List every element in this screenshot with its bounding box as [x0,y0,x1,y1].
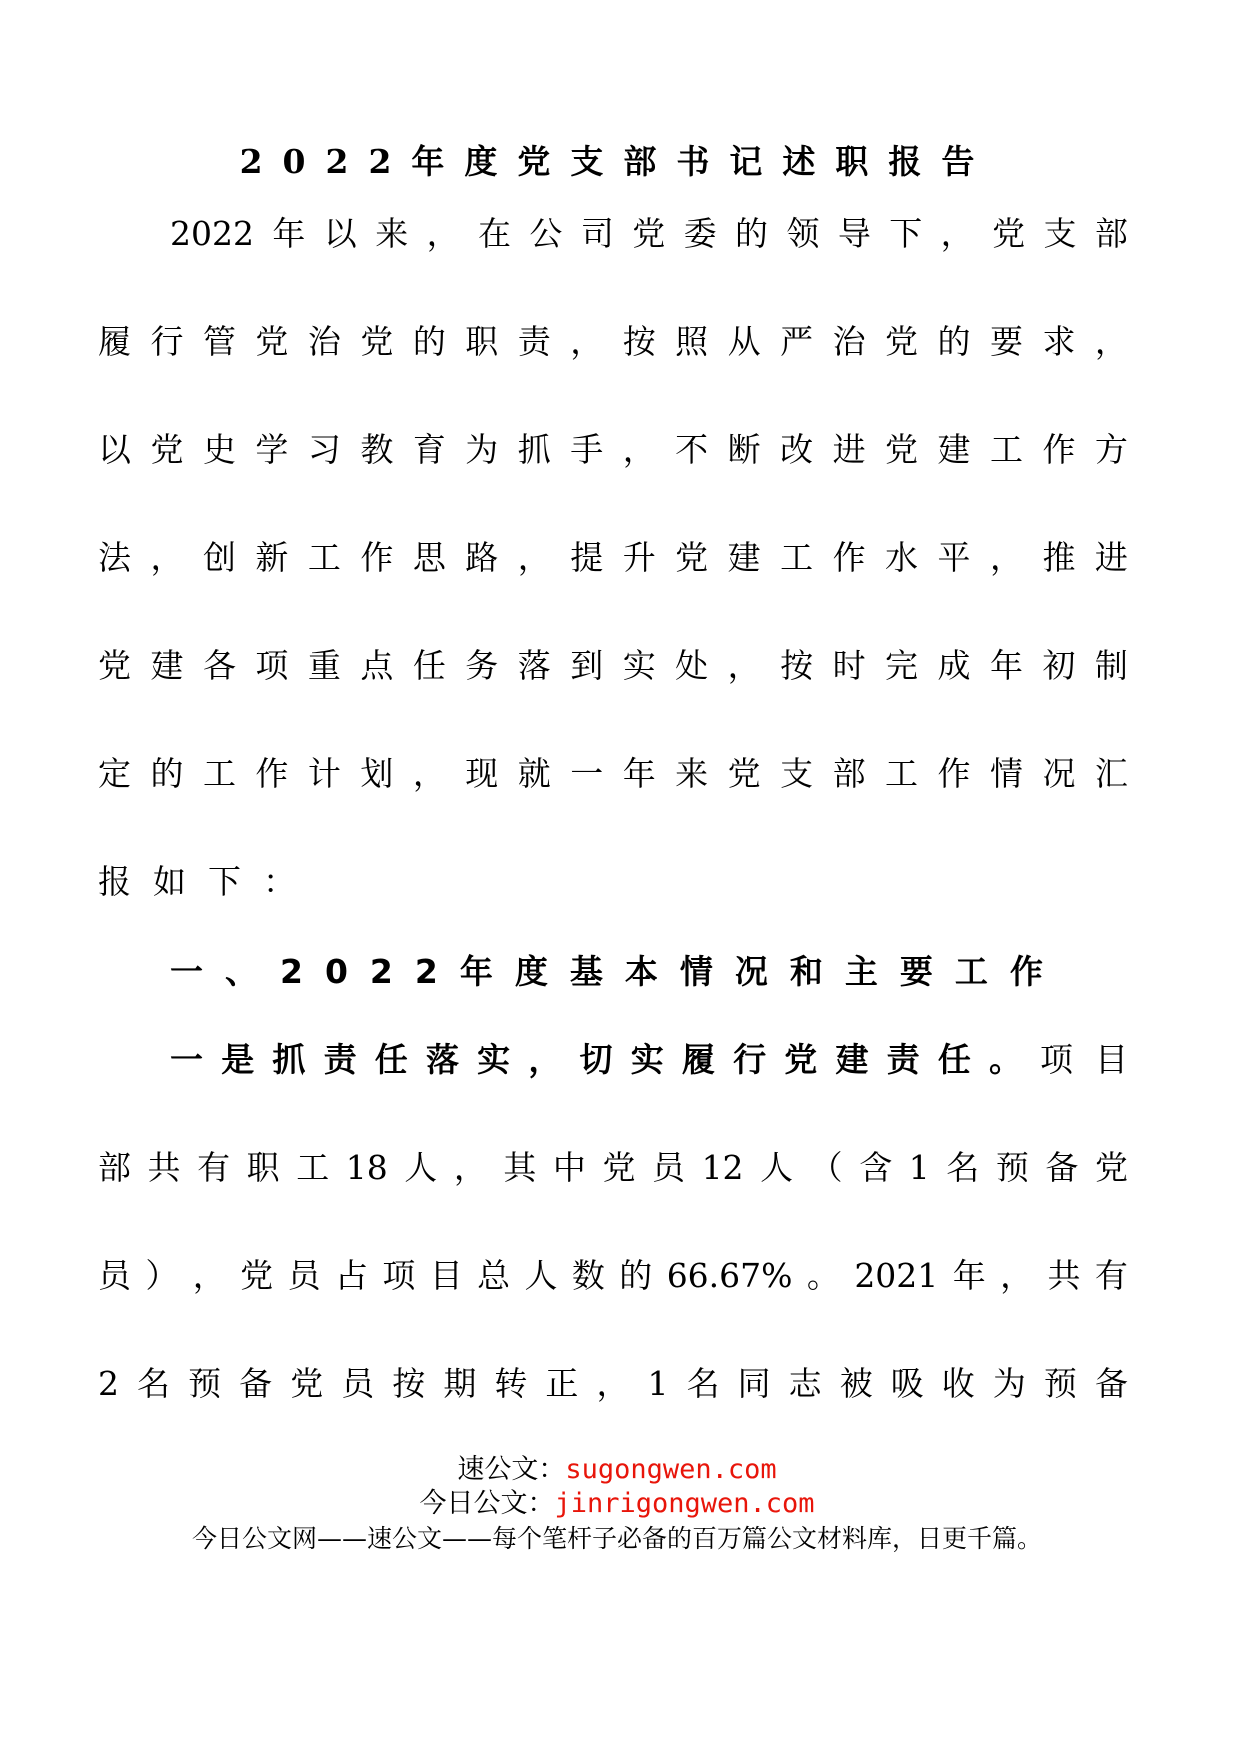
paragraph-line: 报 如 下 ： [98,862,296,901]
paragraph-line: 部 共 有 职 工 18 人 ， 其 中 党 员 12 人 （ 含 1 名 预 备 党 [98,1148,1128,1187]
point-one-normal: 项 目 [1040,1040,1128,1079]
point-one-bold: 一 是 抓 责 任 落 实 ， 切 实 履 行 党 建 责 任 。 [170,1040,1022,1079]
paragraph-line: 2 名 预 备 党 员 按 期 转 正 ， 1 名 同 志 被 吸 收 为 预 备 [98,1364,1128,1403]
footer-slogan: 今日公文网——速公文——每个笔杆子必备的百万篇公文材料库，日更千篇。 [191,1524,1042,1553]
footer-label-2: 今日公文： [419,1488,555,1519]
paragraph-line: 党 建 各 项 重 点 任 务 落 到 实 处 ， 按 时 完 成 年 初 制 [98,646,1128,685]
footer-link-sugongwen[interactable]: sugongwen.com [565,1454,777,1485]
footer-line-1 [0,1452,1234,1487]
document-title: 2022年度党支部书记述职报告 [239,142,995,181]
paragraph-line: 履 行 管 党 治 党 的 职 责 ， 按 照 从 严 治 党 的 要 求 ， [98,322,1128,361]
paragraph-line: 以 党 史 学 习 教 育 为 抓 手 ， 不 断 改 进 党 建 工 作 方 [98,430,1128,469]
paragraph-line: 员 ） ， 党 员 占 项 目 总 人 数 的 66.67% 。 2021 年 ， 共 有 [98,1256,1128,1295]
footer-label-1: 速公文： [457,1454,566,1485]
paragraph-line: 法 ， 创 新 工 作 思 路 ， 提 升 党 建 工 作 水 平 ， 推 进 [98,538,1128,577]
point-one-line [170,1038,1128,1082]
paragraph-line: 定 的 工 作 计 划 ， 现 就 一 年 来 党 支 部 工 作 情 况 汇 [98,754,1128,793]
footer-link-jinrigongwen[interactable]: jinrigongwen.com [554,1488,815,1519]
footer-line-2 [0,1486,1234,1521]
paragraph-line: 2022 年 以 来 ， 在 公 司 党 委 的 领 导 下 ， 党 支 部 [170,214,1128,253]
section-heading: 一、2022年度基本情况和主要工作 [170,952,1065,991]
